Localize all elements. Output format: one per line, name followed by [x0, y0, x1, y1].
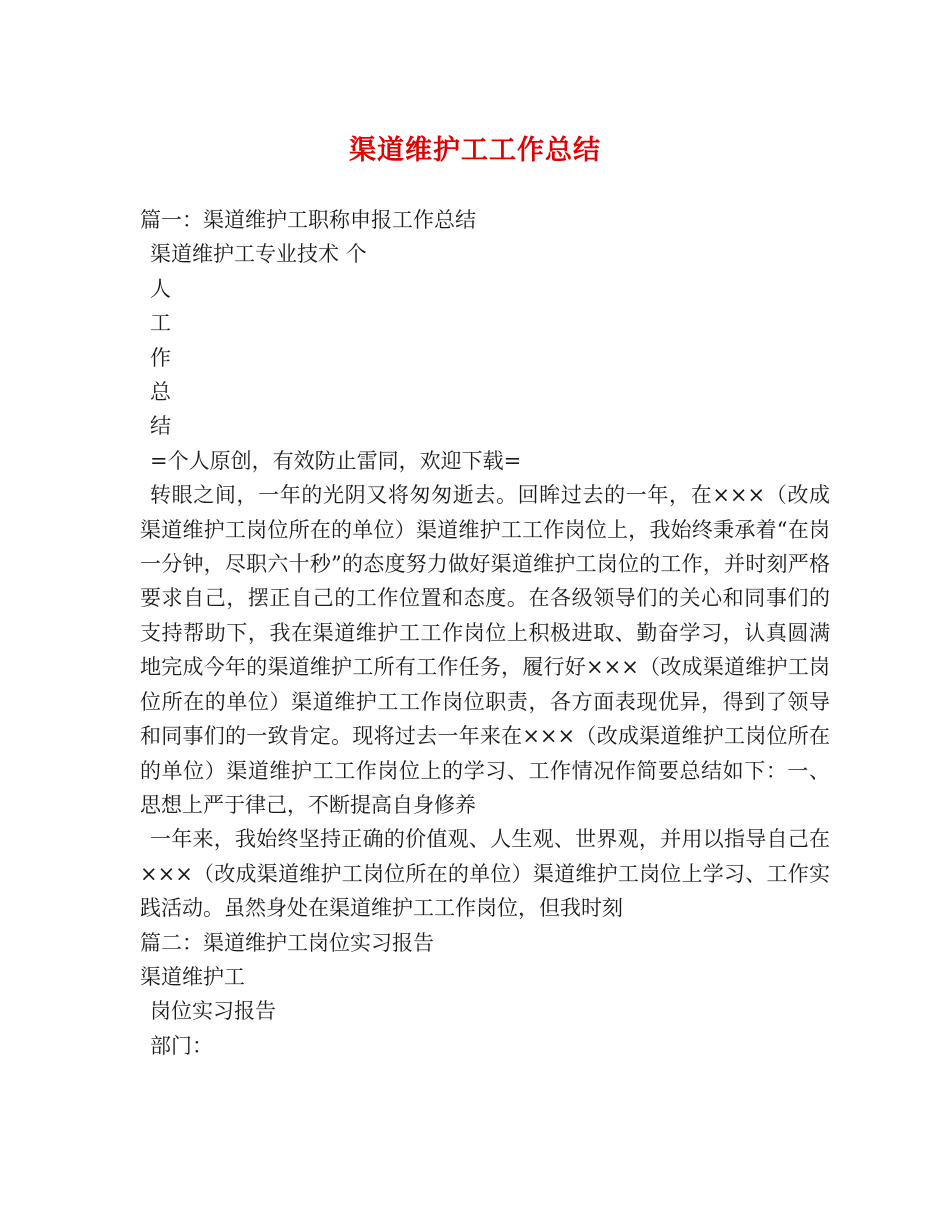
report-subtitle-line: 岗位实习报告 [150, 999, 276, 1024]
vertical-char: 作 [150, 345, 171, 370]
vertical-char: 工 [150, 311, 171, 336]
department-label: 部门： [150, 1033, 213, 1058]
section-heading-1: 篇一：渠道维护工职称申报工作总结 [140, 208, 476, 232]
report-title-line: 渠道维护工 [140, 964, 245, 989]
body-paragraph-2: 一年来，我始终坚持正确的价值观、人生观、世界观，并用以指导自己在×××（改成渠道维护工岗位所在的单位）渠道维护工岗位上学习、工作实践活动。虽然身处在渠道维护工工作岗位，但我时刻 [140, 827, 830, 921]
document-body [140, 203, 830, 1063]
notice-line: =个人原创，有效防止雷同，欢迎下载= [150, 448, 522, 473]
vertical-char: 人 [150, 276, 171, 301]
document-title: 渠道维护工工作总结 [349, 135, 601, 166]
section-heading-2: 篇二：渠道维护工岗位实习报告 [140, 930, 434, 955]
vertical-char: 结 [150, 414, 171, 439]
vertical-char: 总 [150, 380, 171, 405]
body-paragraph-1: 转眼之间，一年的光阴又将匆匆逝去。回眸过去的一年，在×××（改成渠道维护工岗位所在的单位）渠道维护工工作岗位上，我始终秉承着“在岗一分钟，尽职六十秒”的态度努力做好渠道维护工岗位的工作，并时刻严格要求自己，摆正自己的工作位置和态度。在各级领导们的关心和同事们的支持帮助下，我在渠道维护工工作岗位上积极进取、勤奋学习，认真圆满地完成今年的渠道维护工所有工作任务，履行好×××（改成渠道维护工岗位所在的单位）渠道维护工工作岗位职责，各方面表现优异，得到了领导和同事们的一致肯定。现将过去一年来在×××（改成渠道维护工岗位所在的单位）渠道维护工工作岗位上的学习、工作情况作简要总结如下：一、思想上严于律己，不断提高自身修养 [140, 483, 830, 817]
subheading-line: 渠道维护工专业技术 个 [150, 242, 367, 267]
